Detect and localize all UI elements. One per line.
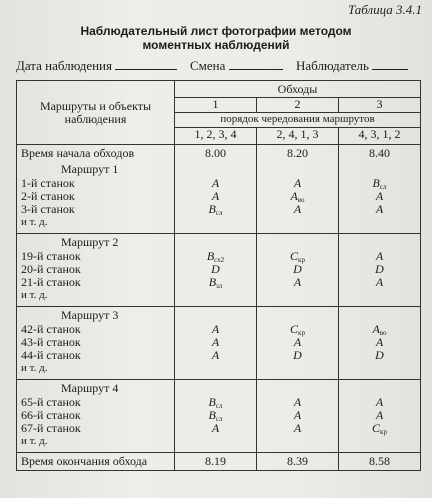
route-block-4-col-3 xyxy=(339,380,421,453)
route-1-name: Маршрут 1 xyxy=(61,162,119,176)
cell-value: A xyxy=(375,395,384,409)
route-block-4-labels xyxy=(17,380,175,453)
table-number: Таблица 3.4.1 xyxy=(347,2,422,17)
cell-value: A xyxy=(293,176,302,190)
start-time-1: 8.00 xyxy=(205,146,226,160)
route-4-row-1-label: 65-й станок xyxy=(21,395,81,409)
cell-value: A xyxy=(211,322,220,336)
cell-value: D xyxy=(293,262,302,276)
route-block-4-col-2 xyxy=(257,380,339,453)
cell-value: A xyxy=(293,395,302,409)
cell-value: A xyxy=(293,202,302,216)
cell-value: A xyxy=(375,335,384,349)
route-block-2-labels xyxy=(17,234,175,307)
route-block-3-labels xyxy=(17,307,175,380)
end-time-3: 8.58 xyxy=(339,453,421,471)
shift-field xyxy=(190,58,283,74)
route-order-3: 4, 3, 1, 2 xyxy=(339,128,421,145)
route-4-row-3-label: 67-й станок xyxy=(21,421,81,435)
date-blank xyxy=(115,60,177,70)
route-3-name: Маршрут 3 xyxy=(61,308,119,322)
route-3-row-2-label: 43-й станок xyxy=(21,335,81,349)
end-time-label: Время окончания обхода xyxy=(17,453,175,471)
route-4-row-2-label: 66-й станок xyxy=(21,408,81,422)
route-order-1: 1, 2, 3, 4 xyxy=(175,128,257,145)
route-block-4-col-1 xyxy=(175,380,257,453)
cell-value: A xyxy=(293,408,302,422)
route-block-2 xyxy=(17,234,421,307)
route-2-row-1-label: 19-й станок xyxy=(21,249,81,263)
route-4-name: Маршрут 4 xyxy=(61,381,119,395)
route-block-1 xyxy=(17,145,421,234)
cell-value: D xyxy=(375,348,384,362)
route-block-1-labels xyxy=(17,145,175,234)
cell-value: A xyxy=(211,421,220,435)
cell-value: A xyxy=(211,348,220,362)
cell-value: $B_{сх2}$ xyxy=(206,249,225,264)
route-1-row-2-label: 2-й станок xyxy=(21,189,75,203)
route-2-row-2-label: 20-й станок xyxy=(21,262,81,276)
route-3-row-1-label: 42-й станок xyxy=(21,322,81,336)
cell-value: A xyxy=(211,189,220,203)
date-field xyxy=(16,58,177,74)
start-time-2: 8.20 xyxy=(287,146,308,160)
cell-value: A xyxy=(375,202,384,216)
round-number-1: 1 xyxy=(175,98,257,113)
cell-value: $B_{сл}$ xyxy=(208,202,223,217)
route-block-1-col-1 xyxy=(175,145,257,234)
observer-field xyxy=(296,58,408,74)
cell-value: $A_{во}$ xyxy=(372,322,387,337)
cell-value: D xyxy=(211,262,220,276)
date-label: Дата наблюдения xyxy=(16,58,112,73)
document-title-line-2: моментных наблюдений xyxy=(142,38,290,52)
start-time-3: 8.40 xyxy=(369,146,390,160)
route-4-etc: и т. д. xyxy=(21,435,48,447)
cell-value: A xyxy=(293,421,302,435)
end-time-1: 8.19 xyxy=(175,453,257,471)
cell-value: D xyxy=(293,348,302,362)
shift-blank xyxy=(229,60,283,70)
cell-value: $B_{сл}$ xyxy=(372,176,387,191)
cell-value: $C_{кр}$ xyxy=(372,421,387,436)
route-2-etc: и т. д. xyxy=(21,289,48,301)
round-number-2: 2 xyxy=(257,98,339,113)
route-block-2-col-2 xyxy=(257,234,339,307)
cell-value: A xyxy=(211,176,220,190)
route-1-row-1-label: 1-й станок xyxy=(21,176,75,190)
route-order-2: 2, 4, 1, 3 xyxy=(257,128,339,145)
route-1-row-3-label: 3-й станок xyxy=(21,202,75,216)
cell-value: A xyxy=(293,335,302,349)
route-block-4 xyxy=(17,380,421,453)
cell-value: $B_{зл}$ xyxy=(208,275,223,290)
cell-value: A xyxy=(293,275,302,289)
start-time-label: Время начала обходов xyxy=(21,146,135,160)
route-order-caption: порядок чередования маршрутов xyxy=(175,113,421,128)
route-block-1-col-3 xyxy=(339,145,421,234)
route-block-3-col-2 xyxy=(257,307,339,380)
end-time-2: 8.39 xyxy=(257,453,339,471)
route-block-1-col-2 xyxy=(257,145,339,234)
cell-value: A xyxy=(375,189,384,203)
route-2-name: Маршрут 2 xyxy=(61,235,119,249)
cell-value: $B_{сл}$ xyxy=(208,395,223,410)
cell-value: A xyxy=(375,249,384,263)
route-block-3 xyxy=(17,307,421,380)
header-row-rounds xyxy=(17,81,421,98)
end-time-row xyxy=(17,453,421,471)
cell-value: A xyxy=(375,408,384,422)
header-routes-objects: Маршруты и объекты наблюдения xyxy=(17,81,175,145)
route-3-row-3-label: 44-й станок xyxy=(21,348,81,362)
route-block-2-col-3 xyxy=(339,234,421,307)
observer-label: Наблюдатель xyxy=(296,58,369,73)
cell-value: A xyxy=(211,335,220,349)
cell-value: $C_{кр}$ xyxy=(290,322,305,337)
header-rounds: Обходы xyxy=(175,81,421,98)
route-1-etc: и т. д. xyxy=(21,216,48,228)
cell-value: $B_{сл}$ xyxy=(208,408,223,423)
round-number-3: 3 xyxy=(339,98,421,113)
route-2-row-3-label: 21-й станок xyxy=(21,275,81,289)
route-block-2-col-1 xyxy=(175,234,257,307)
cell-value: $C_{кр}$ xyxy=(290,249,305,264)
cell-value: D xyxy=(375,262,384,276)
observer-blank xyxy=(372,60,408,70)
route-block-3-col-1 xyxy=(175,307,257,380)
document-title-line-1: Наблюдательный лист фотографии методом xyxy=(80,24,352,38)
cell-value: $A_{во}$ xyxy=(290,189,305,204)
cell-value: A xyxy=(375,275,384,289)
shift-label: Смена xyxy=(190,58,226,73)
route-3-etc: и т. д. xyxy=(21,362,48,374)
route-block-3-col-3 xyxy=(339,307,421,380)
observation-table xyxy=(16,80,421,471)
